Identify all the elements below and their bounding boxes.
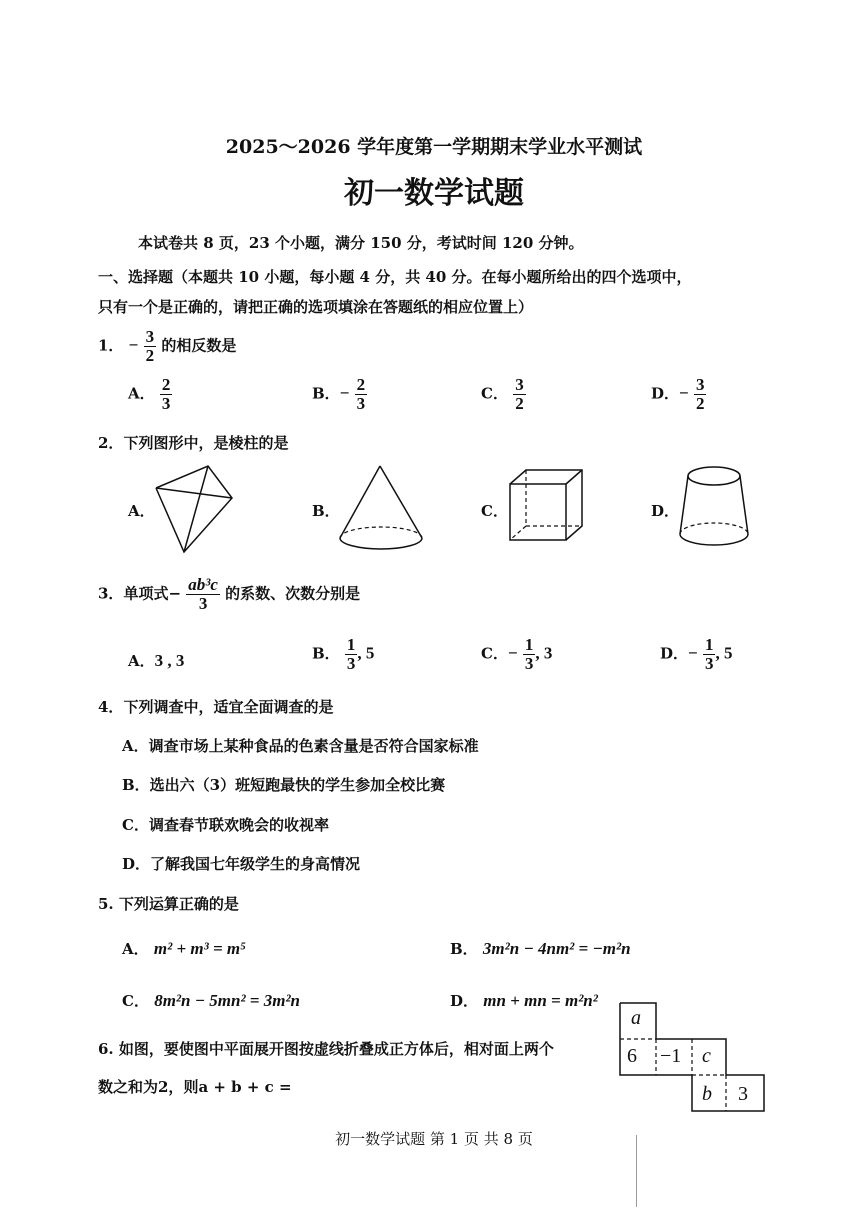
q1-option-d-num: 3	[695, 375, 705, 394]
q5-option-a-label: A．	[122, 940, 149, 958]
section1-line2: 只有一个是正确的，请把正确的选项填涂在答题纸的相应位置上）	[98, 298, 534, 316]
question-3	[98, 576, 360, 613]
q5-option-a	[122, 938, 246, 959]
q3-number: 3．	[98, 584, 124, 603]
q1-option-c-fraction	[513, 376, 526, 413]
q2-number: 2．	[98, 434, 124, 452]
q2-figure-pyramid	[150, 460, 240, 556]
question-1	[98, 328, 236, 365]
question-2	[98, 432, 288, 453]
q2-text: 下列图形中，是棱柱的是	[123, 434, 289, 452]
q1-option-d-den: 2	[695, 393, 705, 413]
q1-option-a-num: 2	[161, 375, 171, 394]
q3-fraction	[186, 576, 220, 613]
q5-text: 下列运算正确的是	[118, 895, 239, 913]
q1-option-c-num: 3	[515, 375, 524, 394]
q4-option-c: C．调查春节联欢晚会的收视率	[122, 816, 329, 834]
q6-cell-c: c	[702, 1045, 711, 1067]
q5-option-b-expr: 3m²n − 4nm² = −m²n	[482, 939, 631, 958]
scan-artifact-line	[636, 1135, 637, 1207]
q1-option-a-label: A．	[128, 384, 155, 403]
q5-option-b	[450, 938, 631, 959]
q3-option-c-den: 3	[524, 653, 534, 673]
q3-option-b-fraction	[345, 636, 358, 673]
q1-neg-sign: −	[128, 335, 139, 355]
q6-line2: 数之和为2，则a + b + c =	[98, 1078, 292, 1096]
q2-label-b: B．	[312, 502, 340, 520]
q1-option-b-den: 3	[356, 393, 366, 413]
exam-title: 2025～2026 学年度第一学期期末学业水平测试	[225, 136, 643, 158]
q6-cell-six: 6	[627, 1045, 637, 1067]
q5-option-d-label: D．	[450, 992, 479, 1010]
q2-label-d: D．	[651, 502, 680, 520]
q1-option-a-den: 3	[161, 393, 171, 413]
q3-option-d-sign: −	[688, 643, 698, 663]
q3-text: 的系数、次数分别是	[225, 584, 361, 603]
q5-option-d	[450, 990, 598, 1011]
q1-option-c-label: C．	[481, 384, 508, 403]
q1-text: 的相反数是	[161, 336, 237, 355]
q1-option-a-fraction	[160, 376, 173, 413]
q3-option-d-den: 3	[704, 653, 714, 673]
q5-option-c-expr: 8m²n − 5mn² = 3m²n	[154, 991, 300, 1010]
q1-option-b-sign: −	[339, 383, 350, 403]
q1-number: 1．	[98, 336, 124, 355]
subject-title: 初一数学试题	[344, 176, 524, 211]
q6-cell-a: a	[631, 1007, 641, 1029]
q2-label-a: A．	[128, 502, 155, 520]
q3-option-d-fraction	[703, 636, 716, 673]
section1-line1: 一、选择题（本题共 10 小题，每小题 4 分，共 40 分。在每小题所给出的四个选项中，	[98, 268, 692, 286]
q6-line1: 6. 如图，要使图中平面展开图按虚线折叠成正方体后，相对面上两个	[98, 1040, 554, 1058]
q3-frac-num: ab³c	[188, 575, 218, 594]
q2-figure-cube	[506, 466, 586, 546]
q5-option-c	[122, 990, 300, 1011]
q5-option-a-expr: m² + m³ = m⁵	[153, 939, 247, 958]
q6-cell-b: b	[702, 1083, 712, 1105]
q4-option-b: B．选出六（3）班短跑最快的学生参加全校比赛	[122, 776, 446, 794]
q5-option-d-expr: mn + mn = m²n²	[483, 991, 598, 1010]
q3-option-d-tail: , 5	[715, 643, 733, 663]
q1-option-d-fraction	[694, 376, 707, 413]
q3-option-c	[481, 636, 552, 673]
q6-cell-neg1: −1	[660, 1045, 682, 1067]
q2-figure-frustum	[676, 462, 752, 552]
q1-option-a	[128, 376, 172, 413]
q3-option-b-tail: , 5	[357, 643, 375, 663]
q1-frac-den: 2	[145, 345, 155, 365]
q3-option-c-fraction	[523, 636, 536, 673]
q1-option-d	[651, 376, 706, 413]
q3-option-a-label: A．	[128, 652, 155, 670]
q1-fraction	[144, 328, 157, 365]
q1-option-b-fraction	[355, 376, 368, 413]
q3-option-c-label: C．	[481, 644, 508, 663]
q2-label-c: C．	[481, 502, 508, 520]
q3-option-d-label: D．	[660, 644, 689, 663]
question-5	[98, 893, 239, 914]
exam-intro: 本试卷共 8 页，23 个小题，满分 150 分，考试时间 120 分钟。	[138, 234, 584, 252]
q3-frac-den: 3	[198, 593, 208, 613]
q5-option-c-label: C．	[122, 992, 149, 1010]
q3-option-c-num: 1	[524, 635, 534, 654]
q1-option-d-sign: −	[679, 383, 689, 403]
q3-option-b-den: 3	[346, 653, 356, 673]
q3-option-b-label: B．	[312, 644, 340, 663]
q4-text: 下列调查中，适宜全面调查的是	[123, 698, 334, 716]
q1-option-d-label: D．	[651, 384, 680, 403]
q3-option-b	[312, 636, 374, 673]
q1-option-b-num: 2	[356, 375, 366, 394]
q1-option-b-label: B．	[312, 384, 340, 403]
q4-option-a: A．调查市场上某种食品的色素含量是否符合国家标准	[122, 737, 479, 755]
q3-option-c-sign: −	[507, 643, 518, 663]
q4-number: 4．	[98, 698, 124, 716]
q6-cell-three: 3	[738, 1083, 748, 1105]
question-4	[98, 696, 333, 717]
q1-option-c-den: 2	[515, 393, 524, 413]
page-footer: 初一数学试题 第 1 页 共 8 页	[335, 1130, 533, 1148]
q5-option-b-label: B．	[450, 940, 478, 958]
q3-option-b-num: 1	[346, 635, 356, 654]
q1-option-b	[312, 376, 367, 413]
q3-option-d	[660, 636, 732, 673]
q2-figure-cone	[336, 462, 426, 554]
q4-option-d: D．了解我国七年级学生的身高情况	[122, 855, 361, 873]
q3-option-c-tail: , 3	[535, 643, 553, 663]
q3-option-a-text: 3 , 3	[154, 651, 185, 670]
q3-option-d-num: 1	[704, 635, 714, 654]
q5-number: 5.	[98, 895, 114, 913]
q1-option-c	[481, 376, 526, 413]
q1-frac-num: 3	[145, 327, 155, 346]
q3-prefix: 单项式−	[123, 584, 182, 603]
q3-option-a	[128, 650, 184, 671]
